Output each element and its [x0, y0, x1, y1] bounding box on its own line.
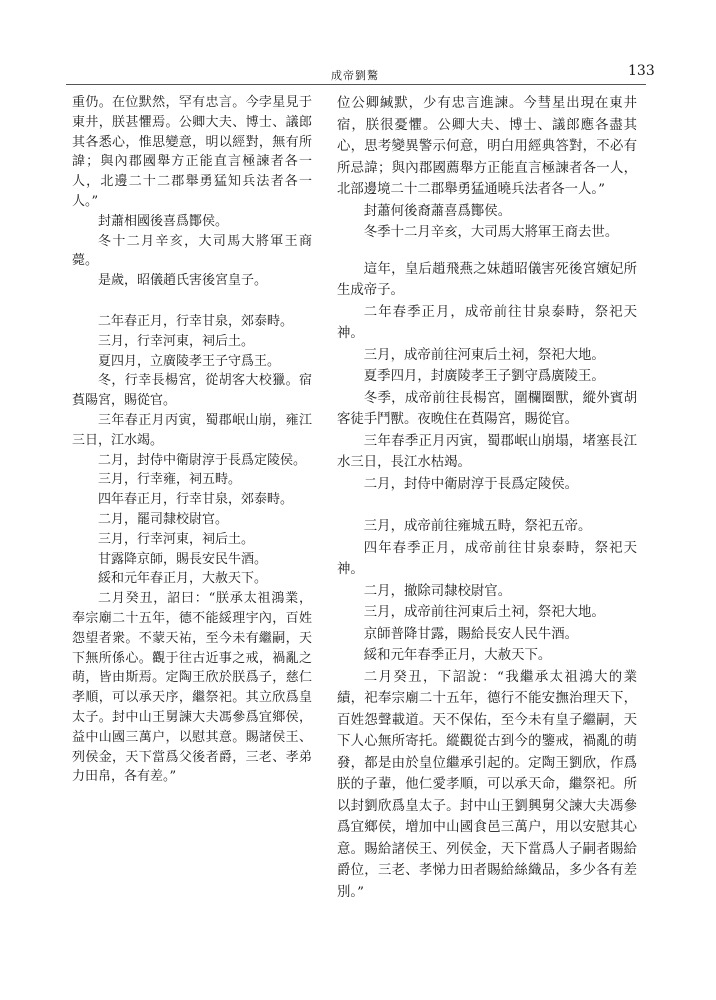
running-head-title: 成帝劉驁: [331, 69, 379, 82]
paragraph: 這年，皇后趙飛燕之妹趙昭儀害死後宮嬪妃所生成帝子。: [337, 261, 637, 298]
right-column-translation: [337, 93, 637, 903]
paragraph: 二月癸丑，下詔說：“我繼承太祖鴻大的業績，祀奉宗廟二十五年，德行不能安撫治理天下，百姓怨聲載道。天不保佑，至今未有皇子繼嗣，天下人心無所寄托。縱觀從古到今的鑒戒，禍亂的萌發，都是由於皇位繼承引起的。定陶王劉欣，作爲朕的子輩，他仁愛孝順，可以承天命，繼祭祀。所以封劉欣爲皇太子。封中山王劉興舅父諫大夫馮參爲宜鄉侯，增加中山國食邑三萬户，用以安慰其心意。賜給諸侯王、列侯金，天下當爲人子嗣者賜給爵位，三老、孝悌力田者賜給絲織品，多少各有差別。”: [337, 669, 637, 900]
paragraph: 甘露降京師，賜長安民牛酒。: [98, 551, 268, 567]
paragraph: 三年春季正月丙寅，蜀郡岷山崩塌，堵塞長江水三日，長江水枯竭。: [337, 433, 637, 470]
paragraph: 重仍。在位默然，罕有忠言。今孛星見于東井，朕甚懼焉。公卿大夫、博士、議郎其各悉心，惟思變意，明以經對，無有所諱；與內郡國舉方正能直言極諫者各一人，北邊二十二郡舉勇猛知兵法者各一人。”: [72, 95, 312, 209]
paragraph: 三月，行幸河東，祠后土。: [98, 531, 255, 547]
paragraph: 三月，成帝前往河東后土祠，祭祀大地。: [363, 605, 605, 620]
header-rule: [66, 84, 646, 85]
page-number: 133: [628, 63, 655, 79]
paragraph: 冬季，成帝前往長楊宮，圍欄圈獸，縱外賓胡客徒手鬥獸。夜晚住在萯陽宮，賜從官。: [337, 390, 637, 427]
paragraph: 二月，罷司隸校尉官。: [98, 511, 229, 527]
paragraph: 二月，封侍中衛尉淳于長爲定陵侯。: [98, 452, 307, 468]
paragraph: 冬季十二月辛亥，大司馬大將軍王商去世。: [363, 225, 619, 240]
paragraph: 二年春正月，行幸甘泉，郊泰畤。: [98, 313, 294, 329]
paragraph: 封蕭相國後喜爲酇侯。: [98, 213, 229, 229]
left-column-classical-text: [72, 93, 312, 787]
paragraph: 位公卿緘默，少有忠言進諫。今彗星出現在東井宿，朕很憂懼。公卿大夫、博士、議郎應各盡其心，思考變異警示何意，明白用經典答對，不必有所忌諱；與內郡國薦舉方正能直言極諫者各一人，北部邊境二十二郡舉勇猛通曉兵法者各一人。”: [337, 96, 637, 197]
paragraph: 二月癸丑，詔曰：“朕承太祖鴻業，奉宗廟二十五年，德不能綏理宇內，百姓怨望者衆。不蒙天祐，至今未有繼嗣，天下無所係心。觀于往古近事之戒，禍亂之萌，皆由斯焉。定陶王欣於朕爲子，慈仁孝順，可以承天序，繼祭祀。其立欣爲皇太子。封中山王舅諫大夫馮參爲宜鄉侯，益中山國三萬户，以慰其意。賜諸侯王、列侯金，天下當爲父後者爵，三老、孝弟力田帛，各有差。”: [72, 591, 312, 785]
paragraph: 冬十二月辛亥，大司馬大將軍王商薨。: [72, 233, 312, 269]
paragraph: 二月，封侍中衛尉淳于長爲定陵侯。: [363, 476, 579, 492]
paragraph: 三年春正月丙寅，蜀郡岷山崩，雍江三日，江水竭。: [72, 412, 312, 448]
paragraph: 是歲，昭儀趙氏害後宮皇子。: [98, 273, 268, 289]
paragraph: 四年春正月，行幸甘泉，郊泰畤。: [98, 492, 294, 508]
paragraph: 三月，成帝前往雍城五畤，祭祀五帝。: [363, 519, 592, 534]
paragraph: 三月，行幸河東，祠后土。: [98, 333, 255, 349]
paragraph: 二年春季正月，成帝前往甘泉泰畤，祭祀天神。: [337, 304, 637, 341]
paragraph: 夏四月，立廣陵孝王子守爲王。: [98, 353, 281, 369]
paragraph: 綏和元年春季正月，大赦天下。: [363, 648, 552, 663]
paragraph: 冬，行幸長楊宮，從胡客大校獵。宿萯陽宮，賜從官。: [72, 373, 312, 409]
paragraph: 封蕭何後裔蕭喜爲酇侯。: [363, 203, 512, 219]
paragraph: 京師普降甘露，賜給長安人民牛酒。: [363, 626, 579, 642]
paragraph: 夏季四月，封廣陵孝王子劉守爲廣陵王。: [363, 369, 605, 384]
paragraph: 四年春季正月，成帝前往甘泉泰畤，祭祀天神。: [337, 540, 637, 577]
paragraph: 三月，行幸雍，祠五畤。: [98, 472, 242, 488]
paragraph: 二月，撤除司隸校尉官。: [363, 583, 512, 599]
paragraph: 綏和元年春正月，大赦天下。: [98, 571, 268, 587]
paragraph: 三月，成帝前往河東后土祠，祭祀大地。: [363, 347, 605, 363]
